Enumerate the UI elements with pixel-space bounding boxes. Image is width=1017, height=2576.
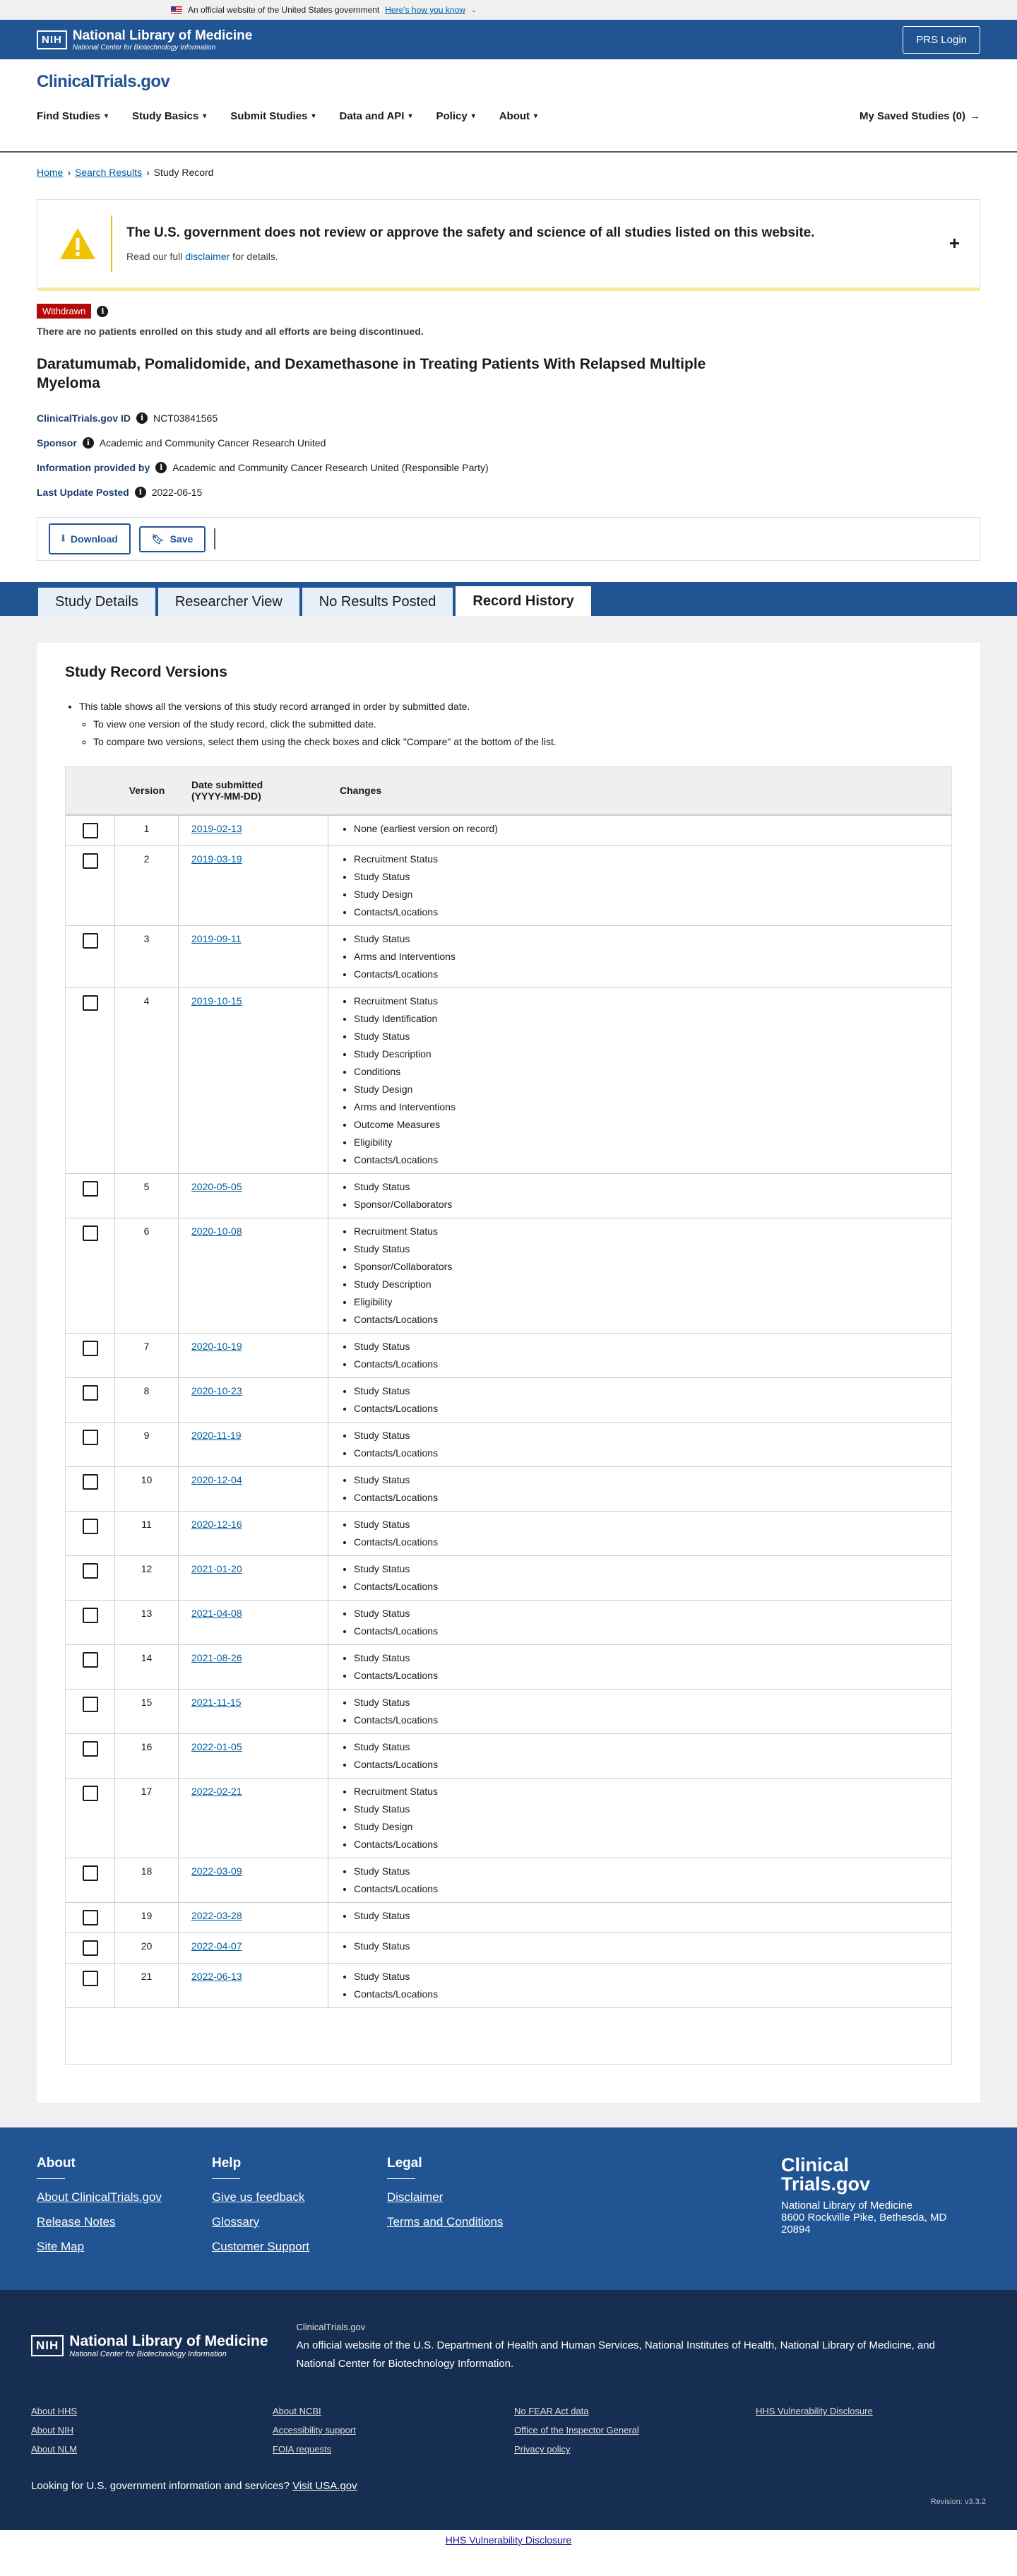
table-row — [66, 1600, 951, 1644]
footer-agency-link[interactable]: No FEAR Act data — [514, 2406, 589, 2416]
my-saved-studies-link[interactable]: My Saved Studies (0) → — [859, 110, 980, 122]
table-row — [66, 1778, 951, 1858]
version-date-link[interactable]: 2020-10-23 — [191, 1385, 242, 1396]
version-date-link[interactable]: 2019-09-11 — [191, 933, 242, 944]
disclaimer-title: The U.S. government does not review or approve the safety and science of all studies listed on this website. — [126, 225, 815, 240]
changes-list: • Study Status • Contacts/Locations — [340, 1649, 951, 1685]
version-date-link[interactable]: 2020-12-04 — [191, 1474, 242, 1485]
table-row — [66, 1933, 951, 1963]
footer-agency-link[interactable]: About HHS — [31, 2406, 78, 2416]
hhs-vulnerability-link[interactable]: HHS Vulnerability Disclosure — [445, 2534, 572, 2546]
version-number: 19 — [115, 1903, 179, 1933]
footer-agency-link — [756, 2425, 997, 2435]
table-row — [66, 1511, 951, 1555]
table-row — [66, 1466, 951, 1511]
version-number: 1 — [115, 816, 179, 845]
info-icon[interactable]: i — [97, 306, 108, 317]
gov-banner-text: An official website of the United States government — [188, 5, 380, 15]
version-checkbox[interactable] — [83, 853, 98, 869]
version-number: 8 — [115, 1378, 179, 1422]
study-meta — [37, 405, 980, 504]
version-number: 16 — [115, 1734, 179, 1778]
footer-about: About About ClinicalTrials.gov Release Notes Site Map — [37, 2156, 212, 2262]
version-checkbox[interactable] — [83, 1519, 98, 1534]
changes-list: • Study Status — [340, 1937, 951, 1955]
download-button[interactable]: ⭳ Download — [49, 523, 131, 554]
version-checkbox[interactable] — [83, 1563, 98, 1579]
footer-agency-link[interactable]: Privacy policy — [514, 2444, 571, 2455]
table-row — [66, 845, 951, 925]
action-bar — [37, 517, 980, 561]
table-row — [66, 1963, 951, 2007]
changes-list: • Study Status • Contacts/Locations — [340, 1738, 951, 1774]
id-label: ClinicalTrials.gov ID — [37, 412, 131, 424]
footer-site-map-link[interactable]: Site Map — [37, 2240, 85, 2253]
changes-list: • Study Status • Contacts/Locations — [340, 1382, 951, 1418]
prs-login-button[interactable]: PRS Login — [903, 26, 980, 54]
version-checkbox[interactable] — [83, 1697, 98, 1712]
version-date-link[interactable]: 2021-08-26 — [191, 1652, 242, 1663]
nav-study-basics[interactable]: Study Basics ▾ — [132, 110, 207, 122]
version-checkbox[interactable] — [83, 1474, 98, 1490]
version-date-link[interactable]: 2022-01-05 — [191, 1741, 242, 1752]
info-icon[interactable]: i — [136, 412, 148, 424]
record-history-area — [0, 616, 1017, 2127]
versions-heading: Study Record Versions — [65, 664, 227, 680]
chevron-down-icon: ▾ — [471, 112, 475, 120]
table-row — [66, 1173, 951, 1218]
status-row — [37, 304, 980, 319]
footer-brand: Clinical Trials.gov National Library of Medicine 8600 Rockville Pike, Bethesda, MD 20894 — [781, 2156, 980, 2262]
last-update-label: Last Update Posted — [37, 486, 129, 498]
table-row — [66, 1858, 951, 1902]
revision-text: Revision: v3.3.2 — [930, 2498, 986, 2506]
changes-list: • Study Status • Contacts/Locations — [340, 1560, 951, 1596]
version-number: 20 — [115, 1933, 179, 1963]
site-logo[interactable]: ClinicalTrials.gov — [37, 72, 170, 91]
footer-agency-link[interactable]: About NLM — [31, 2444, 78, 2455]
footer-support-link[interactable]: Customer Support — [212, 2240, 309, 2253]
version-checkbox[interactable] — [83, 1741, 98, 1757]
disclaimer-link[interactable]: disclaimer — [185, 251, 230, 262]
footer-legal: Legal Disclaimer Terms and Conditions — [387, 2156, 562, 2262]
nav-find-studies[interactable]: Find Studies ▾ — [37, 110, 109, 122]
footer-glossary-link[interactable]: Glossary — [212, 2215, 260, 2228]
changes-list: • Recruitment Status • Study Identification • Study Status • Study Description • Conditions • Study Design • Arms and Interventions • Outcome Measures • Eligibility • Contacts/Locations — [340, 992, 951, 1169]
table-row — [66, 925, 951, 987]
version-date-link[interactable]: 2019-10-15 — [191, 995, 242, 1007]
version-date-link[interactable]: 2022-03-28 — [191, 1910, 242, 1921]
status-note: There are no patients enrolled on this study and all efforts are being discontinued. — [37, 326, 424, 337]
nav-data-api[interactable]: Data and API ▾ — [339, 110, 412, 122]
heres-how-you-know-link[interactable]: Here's how you know — [385, 5, 465, 15]
changes-list: • None (earliest version on record) — [340, 820, 951, 838]
chevron-down-icon: ▾ — [534, 112, 538, 120]
footer-nlm-logo[interactable]: NIH National Library of Medicine National Center for Biotechnology Information — [31, 2318, 268, 2373]
nih-link[interactable]: National Institutes of Health — [644, 2339, 775, 2351]
footer-agency-link — [756, 2444, 997, 2455]
footer-disclaimer-link[interactable]: Disclaimer — [387, 2190, 444, 2204]
footer-agency — [0, 2290, 1017, 2530]
breadcrumb-search-results[interactable]: Search Results — [75, 167, 142, 178]
version-number: 5 — [115, 1174, 179, 1218]
version-date-link[interactable]: 2022-02-21 — [191, 1786, 242, 1797]
disclaimer-banner — [37, 199, 980, 291]
version-number: 11 — [115, 1512, 179, 1555]
disclaimer-text: Read our full disclaimer for details. — [126, 251, 278, 262]
table-row — [66, 1644, 951, 1689]
version-number: 2 — [115, 846, 179, 925]
version-checkbox[interactable] — [83, 1865, 98, 1881]
version-date-link[interactable]: 2020-12-16 — [191, 1519, 242, 1530]
footer-agency-link[interactable]: FOIA requests — [273, 2444, 332, 2455]
version-checkbox[interactable] — [83, 823, 98, 838]
version-checkbox[interactable] — [83, 1225, 98, 1241]
version-date-link[interactable]: 2020-11-19 — [191, 1430, 242, 1441]
sponsor-label: Sponsor — [37, 437, 77, 449]
changes-list: • Study Status • Contacts/Locations — [340, 1694, 951, 1729]
info-icon[interactable]: i — [155, 462, 167, 473]
table-row — [66, 1333, 951, 1377]
changes-list: • Recruitment Status • Study Status • Study Design • Contacts/Locations — [340, 1783, 951, 1853]
info-provided-value: Academic and Community Cancer Research United (Responsible Party) — [172, 461, 489, 473]
table-row — [66, 1218, 951, 1333]
version-number: 9 — [115, 1423, 179, 1466]
table-row — [66, 1733, 951, 1778]
version-number: 3 — [115, 926, 179, 987]
version-number: 12 — [115, 1556, 179, 1600]
version-date-link[interactable]: 2020-05-05 — [191, 1181, 242, 1192]
info-icon[interactable]: i — [135, 487, 146, 498]
id-value: NCT03841565 — [153, 412, 218, 424]
versions-table — [65, 766, 952, 2065]
hhs-link[interactable]: U.S. Department of Health and Human Services — [413, 2339, 639, 2351]
version-date-link[interactable]: 2022-03-09 — [191, 1865, 242, 1877]
col-version: Version — [129, 785, 165, 796]
changes-list: • Study Status — [340, 1907, 951, 1925]
chevron-down-icon: ▾ — [105, 112, 109, 120]
us-flag-icon — [171, 6, 182, 14]
gov-banner — [0, 0, 1017, 20]
version-checkbox[interactable] — [83, 995, 98, 1011]
version-date-link[interactable]: 2022-06-13 — [191, 1971, 242, 1982]
main-nav — [37, 110, 980, 122]
changes-list: • Study Status • Contacts/Locations — [340, 1471, 951, 1507]
site-header — [0, 59, 1017, 153]
version-number: 21 — [115, 1964, 179, 2007]
nlm-title: National Library of Medicine — [72, 28, 253, 43]
arrow-right-icon: → — [970, 110, 980, 122]
footer-release-notes-link[interactable]: Release Notes — [37, 2215, 116, 2228]
tab-researcher-view[interactable]: Researcher View — [157, 586, 301, 616]
footer-official-text: ClinicalTrials.gov An official website of the U.S. Department of Health and Human Services, National Institutes of Health, National Library of Medicine, and National Center for Biotechnology Information. — [296, 2322, 935, 2370]
footer-links — [0, 2127, 1017, 2290]
footer-feedback-link[interactable]: Give us feedback — [212, 2190, 305, 2204]
version-date-link[interactable]: 2020-10-08 — [191, 1225, 242, 1237]
chevron-right-icon: › — [145, 167, 150, 178]
table-row — [66, 1902, 951, 1933]
nih-logo: NIH — [37, 30, 67, 49]
footer-agency-link[interactable]: Office of the Inspector General — [514, 2425, 639, 2435]
expand-icon[interactable]: + — [948, 232, 960, 254]
chevron-down-icon: ▾ — [203, 112, 207, 120]
nav-about[interactable]: About ▾ — [499, 110, 538, 122]
footer-agency-link[interactable]: About NIH — [31, 2425, 73, 2435]
version-checkbox[interactable] — [83, 1971, 98, 1986]
last-update-value: 2022-06-15 — [151, 486, 203, 498]
chevron-down-icon: ▾ — [408, 112, 412, 120]
tab-bar — [0, 582, 1017, 616]
version-checkbox[interactable] — [83, 1430, 98, 1445]
version-checkbox[interactable] — [83, 1652, 98, 1668]
versions-intro: • This table shows all the versions of this study record arranged in order by submitted date. ◦ To view one version of the study record, click the submitted date. ◦ To compare two versions, select them using the check boxes and click "Compare" at the bottom of the list. — [65, 698, 952, 751]
changes-list: • Study Status • Contacts/Locations — [340, 1338, 951, 1373]
version-checkbox[interactable] — [83, 1385, 98, 1401]
breadcrumb — [0, 153, 1017, 192]
version-checkbox[interactable] — [83, 1608, 98, 1623]
nlm-header — [0, 20, 1017, 59]
version-date-link[interactable]: 2021-01-20 — [191, 1563, 242, 1574]
version-checkbox[interactable] — [83, 933, 98, 949]
table-row — [66, 1555, 951, 1600]
ncbi-link[interactable]: National Center for Biotechnology Information — [296, 2358, 511, 2370]
changes-list: • Recruitment Status • Study Status • Sponsor/Collaborators • Study Description • Eligibility • Contacts/Locations — [340, 1223, 951, 1329]
col-changes: Changes — [340, 785, 382, 796]
version-number: 14 — [115, 1645, 179, 1689]
footer-terms-link[interactable]: Terms and Conditions — [387, 2215, 504, 2228]
version-date-link[interactable]: 2019-02-13 — [191, 823, 242, 834]
warning-icon — [59, 227, 97, 261]
version-date-link[interactable]: 2020-10-19 — [191, 1341, 242, 1352]
changes-list: • Study Status • Contacts/Locations — [340, 1427, 951, 1462]
footer-agency-link[interactable]: About NCBI — [273, 2406, 321, 2416]
version-number: 13 — [115, 1601, 179, 1644]
version-number: 17 — [115, 1779, 179, 1858]
table-row — [66, 1422, 951, 1466]
version-date-link[interactable]: 2021-11-15 — [191, 1697, 242, 1708]
version-checkbox[interactable] — [83, 1341, 98, 1356]
col-date: Date submitted (YYYY-MM-DD) — [191, 779, 263, 802]
nav-submit-studies[interactable]: Submit Studies ▾ — [230, 110, 316, 122]
footer-about-ct-link[interactable]: About ClinicalTrials.gov — [37, 2190, 162, 2204]
chevron-down-icon: ⌄ — [470, 6, 477, 13]
table-row — [66, 987, 951, 1173]
nlm-logo[interactable] — [37, 28, 252, 52]
version-checkbox[interactable] — [83, 1181, 98, 1197]
version-number: 4 — [115, 988, 179, 1173]
download-icon: ⭳ — [61, 532, 65, 543]
version-number: 7 — [115, 1334, 179, 1377]
version-number: 18 — [115, 1858, 179, 1902]
version-number: 6 — [115, 1218, 179, 1333]
usa-gov-link[interactable]: Visit USA.gov — [292, 2480, 357, 2492]
info-provided-label: Information provided by — [37, 461, 150, 473]
footer-help: Help Give us feedback Glossary Customer Support — [212, 2156, 387, 2262]
nav-policy[interactable]: Policy ▾ — [436, 110, 475, 122]
version-checkbox[interactable] — [83, 1910, 98, 1925]
nlm-subtitle: National Center for Biotechnology Information — [72, 43, 216, 52]
changes-list: • Study Status • Contacts/Locations — [340, 1863, 951, 1898]
changes-list: • Study Status • Contacts/Locations — [340, 1516, 951, 1551]
changes-list: • Study Status • Contacts/Locations — [340, 1968, 951, 2003]
breadcrumb-current: Study Record — [153, 167, 214, 178]
save-button[interactable]: 🔖︎ Save — [139, 526, 206, 552]
version-number: 15 — [115, 1690, 179, 1733]
sponsor-value: Academic and Community Cancer Research United — [99, 437, 326, 449]
table-row — [66, 815, 951, 845]
table-row — [66, 1689, 951, 1733]
study-title: Daratumumab, Pomalidomide, and Dexamethasone in Treating Patients With Relapsed Multiple Myeloma — [37, 356, 706, 391]
footer-agency-links — [31, 2406, 986, 2455]
footer-logo[interactable]: Clinical Trials.gov — [781, 2154, 871, 2195]
version-date-link[interactable]: 2022-04-07 — [191, 1940, 242, 1952]
versions-card — [37, 643, 980, 2103]
changes-list: • Recruitment Status • Study Status • Study Design • Contacts/Locations — [340, 850, 951, 921]
version-number: 10 — [115, 1467, 179, 1511]
version-checkbox[interactable] — [83, 1786, 98, 1801]
changes-list: • Study Status • Sponsor/Collaborators — [340, 1178, 951, 1213]
table-header — [66, 767, 951, 815]
footer-agency-link[interactable]: Accessibility support — [273, 2425, 356, 2435]
tab-no-results-posted[interactable]: No Results Posted — [301, 586, 455, 616]
footer-agency-link[interactable]: HHS Vulnerability Disclosure — [756, 2406, 873, 2416]
status-badge: Withdrawn — [37, 304, 91, 319]
bookmark-icon: 🔖︎ — [151, 533, 165, 545]
tab-study-details[interactable]: Study Details — [37, 586, 157, 616]
tab-record-history[interactable]: Record History — [454, 585, 592, 616]
table-row — [66, 1377, 951, 1422]
breadcrumb-home[interactable]: Home — [37, 167, 64, 178]
usa-gov-line: Looking for U.S. government information and services? Visit USA.gov — [31, 2480, 357, 2492]
nlm-link[interactable]: National Library of Medicine — [780, 2339, 912, 2351]
chevron-right-icon: › — [67, 167, 71, 178]
changes-list: • Study Status • Arms and Interventions • Contacts/Locations — [340, 930, 951, 983]
version-date-link[interactable]: 2019-03-19 — [191, 853, 242, 865]
changes-list: • Study Status • Contacts/Locations — [340, 1605, 951, 1640]
info-icon[interactable]: i — [83, 437, 94, 449]
version-date-link[interactable]: 2021-04-08 — [191, 1608, 242, 1619]
chevron-down-icon: ▾ — [311, 112, 316, 120]
version-checkbox[interactable] — [83, 1940, 98, 1956]
